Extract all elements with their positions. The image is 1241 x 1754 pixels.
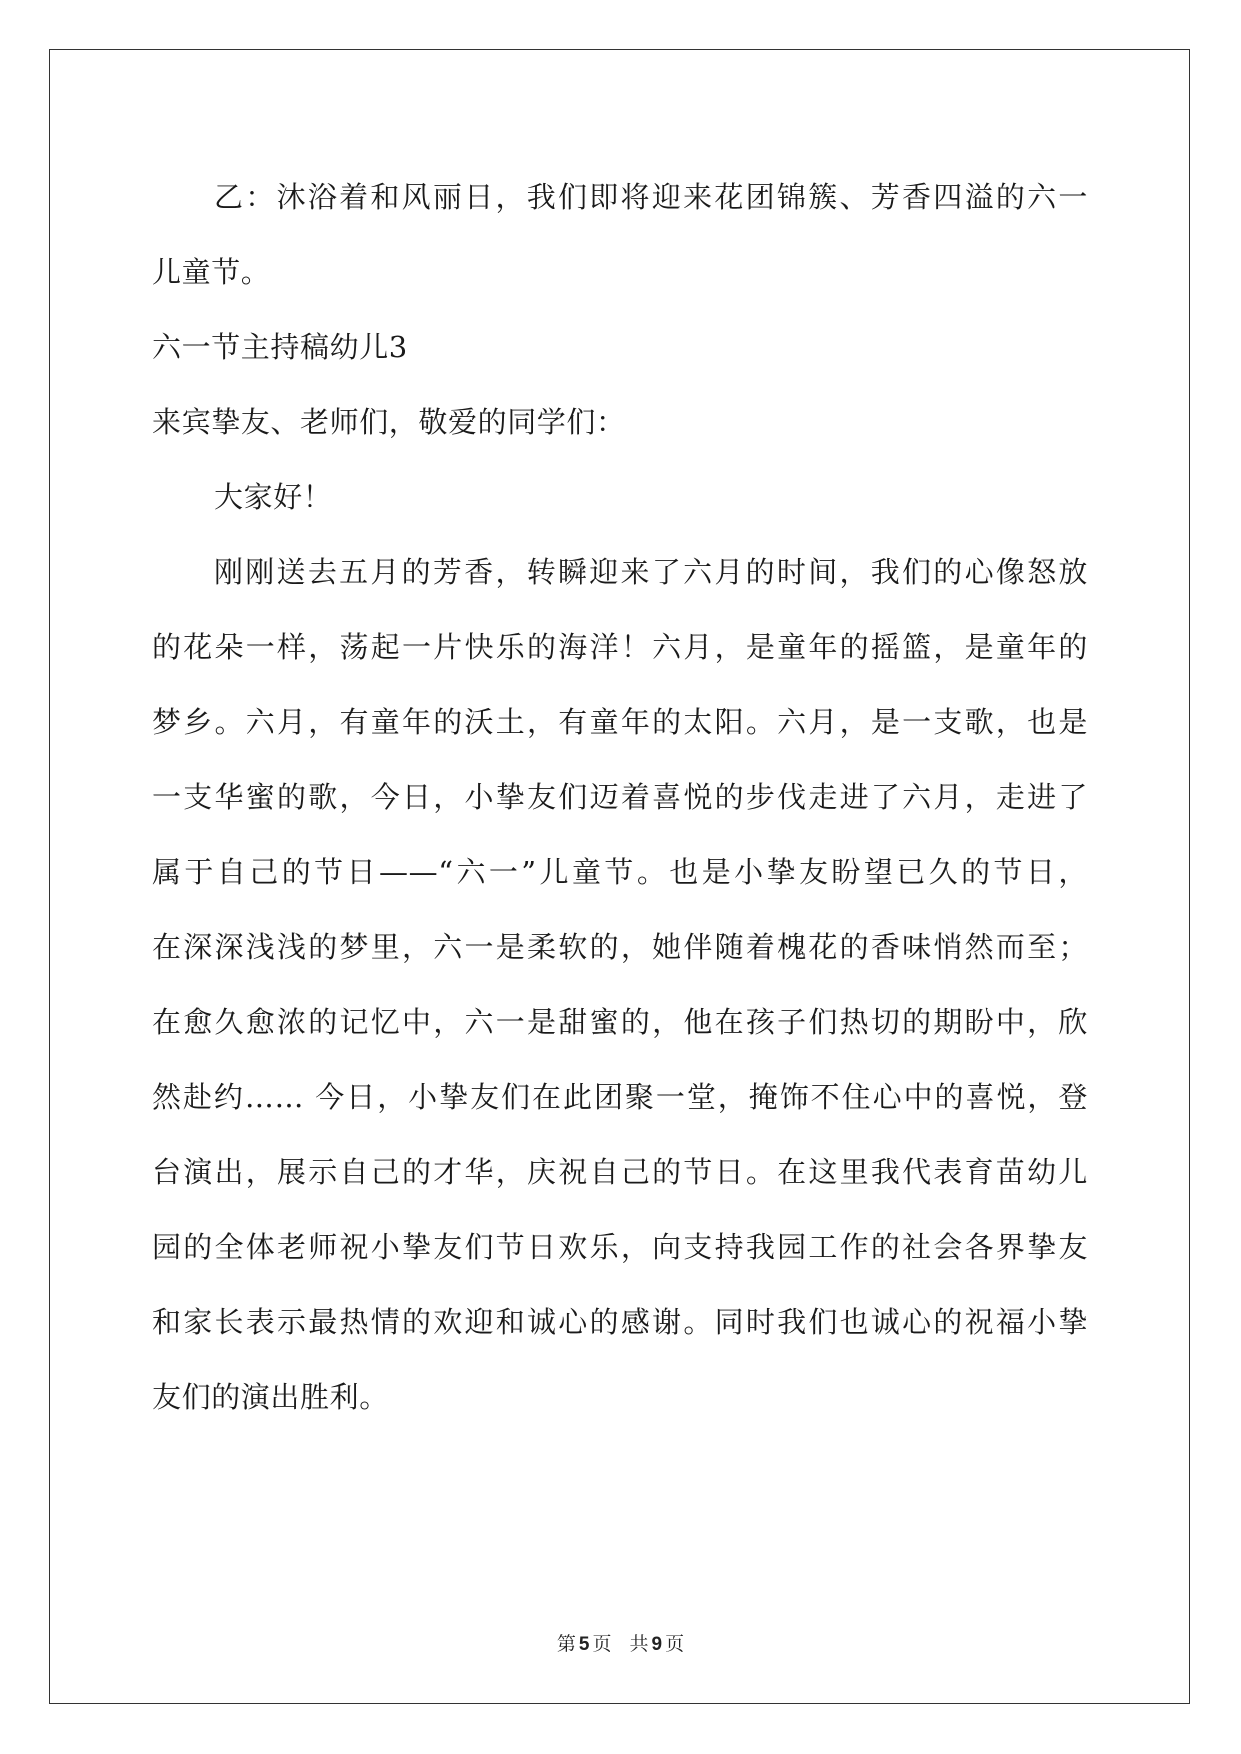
salutation-line: 来宾挚友、老师们，敬爱的同学们： [152, 405, 626, 439]
paragraph-line: 的花朵一样，荡起一片快乐的海洋！六月，是童年的摇篮，是童年的 [152, 630, 1088, 664]
footer-total-prefix: 共 [629, 1633, 649, 1655]
section-heading: 六一节主持稿幼儿3 [152, 330, 408, 364]
total-page-number: 9 [651, 1634, 663, 1655]
greeting-line: 大家好！ [214, 480, 333, 514]
paragraph-line: 然赴约…… 今日，小挚友们在此团聚一堂，掩饰不住心中的喜悦，登 [152, 1080, 1088, 1114]
document-body [152, 160, 1088, 1435]
paragraph-line: 和家长表示最热情的欢迎和诚心的感谢。同时我们也诚心的祝福小挚 [152, 1305, 1088, 1339]
paragraph-line: 在愈久愈浓的记忆中，六一是甜蜜的，他在孩子们热切的期盼中，欣 [152, 1005, 1088, 1039]
paragraph-line: 儿童节。 [152, 255, 271, 289]
paragraph-line: 在深深浅浅的梦里，六一是柔软的，她伴随着槐花的香味悄然而至； [152, 930, 1088, 964]
paragraph-line: 属于自己的节日——“六一”儿童节。也是小挚友盼望已久的节日， [152, 855, 1088, 889]
footer-prefix: 第 [556, 1633, 576, 1655]
footer-total-suffix: 页 [665, 1633, 685, 1655]
paragraph-line: 乙：沐浴着和风丽日，我们即将迎来花团锦簇、芳香四溢的六一 [214, 180, 1088, 214]
current-page-number: 5 [578, 1634, 590, 1655]
paragraph-line: 刚刚送去五月的芳香，转瞬迎来了六月的时间，我们的心像怒放 [214, 555, 1088, 589]
paragraph-line: 梦乡。六月，有童年的沃土，有童年的太阳。六月，是一支歌，也是 [152, 705, 1088, 739]
footer-page-word: 页 [592, 1633, 612, 1655]
paragraph-line: 台演出，展示自己的才华，庆祝自己的节日。在这里我代表育苗幼儿 [152, 1155, 1088, 1189]
paragraph-line: 园的全体老师祝小挚友们节日欢乐，向支持我园工作的社会各界挚友 [152, 1230, 1088, 1264]
page-footer [0, 1629, 1241, 1656]
paragraph-line: 一支华蜜的歌，今日，小挚友们迈着喜悦的步伐走进了六月，走进了 [152, 780, 1088, 814]
paragraph-line: 友们的演出胜利。 [152, 1380, 389, 1414]
